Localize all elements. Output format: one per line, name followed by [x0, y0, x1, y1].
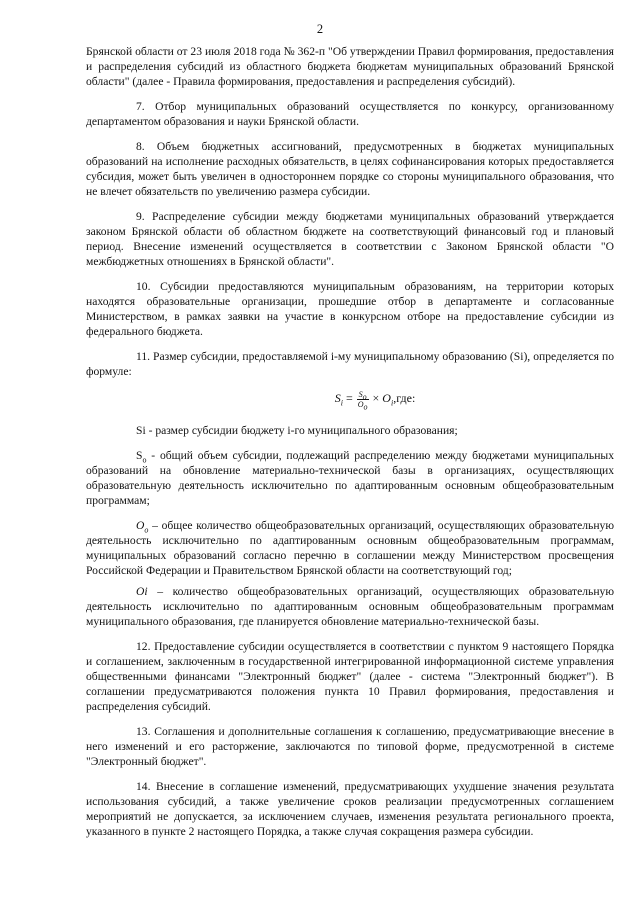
definition-oi: Oi – количество общеобразовательных организаций, осуществляющих образовательную деятельность исключительно по адаптированным основным общеобразовательным программам муниципального образования, где планируется обновление материально-технической базы.: [86, 584, 614, 628]
definition-oo: $O_o$ – общее количество общеобразовательных организаций, осуществляющих образовательную деятельность исключительно по адаптированным основным общеобразовательным программам, муниципальных образований согласно перечню в соглашении между Министерством просвещения Российской Федерации и Правительством Брянской области на соответствующий год;: [86, 518, 614, 577]
formula-tail: ,где:: [393, 391, 416, 405]
paragraph-9: 9. Распределение субсидии между бюджетами муниципальных образований утверждается законом Брянской области об областном бюджете на соответствующий финансовый год и плановый период. Внесение изменений осуществляется в соответствии с Законом Брянской области "О межбюджетных отношениях в Брянской области".: [86, 210, 614, 268]
paragraph-10: 10. Субсидии предоставляются муниципальным образованиям, на территории которых находятся образовательные организации, прошедшие отбор в департаменте и согласованные Министерством, в рамках заявки на участие в конкурсном отборе на предоставление субсидии из федерального бюджета.: [86, 280, 614, 338]
paragraph-7: 7. Отбор муниципальных образований осуществляется по конкурсу, организованному департаментом образования и науки Брянской области.: [86, 100, 614, 128]
paragraph-14: 14. Внесение в соглашение изменений, предусматривающих ухудшение значения результата использования субсидий, а также увеличение сроков реализации предусмотренных соглашением мероприятий не допускается, за исключением случаев, изменения результата регионального проекта, указанного в пункте 2 настоящего Порядка, а также случая сокращения размера субсидии.: [86, 779, 614, 838]
formula-lhs-sub: i: [340, 398, 343, 408]
definition-si: Si - размер субсидии бюджету i-го муниципального образования;: [136, 423, 458, 437]
paragraph-8: 8. Объем бюджетных ассигнований, предусмотренных в бюджетах муниципальных образований на исполнение расходных обязательств, в целях софинансирования которых предоставляется субсидия, может быть увеличен в одностороннем порядке со стороны муниципального образования, что не влечет обязательств по увеличению размера субсидии.: [86, 140, 614, 198]
subsidy-formula: [86, 389, 614, 412]
formula-fraction: [357, 389, 369, 412]
paragraph-13: 13. Соглашения и дополнительные соглашения к соглашению, предусматривающие внесение в него изменений и его расторжение, заключаются по типовой форме, предусмотренной в системе "Электронный бюджет".: [86, 724, 614, 768]
formula-multiplier-sub: i: [390, 398, 394, 408]
symbol-so: $S_o$: [136, 448, 147, 465]
document-body: [86, 44, 614, 849]
formula-lhs: S: [334, 391, 341, 405]
formula-numerator: $S_o$: [358, 389, 367, 402]
page-number: 2: [316, 22, 324, 36]
formula-multiplier: O: [382, 391, 391, 405]
formula-equals: =: [345, 391, 353, 405]
paragraph-intro: Брянской области от 23 июля 2018 года № 362-п "Об утверждении Правил формирования, предоставления и распределения субсидий из областного бюджета бюджетам муниципальных образований Брянской области" (далее - Правила формирования, предоставления и распределения субсидий).: [86, 45, 614, 88]
symbol-oo: $O_o$: [136, 518, 149, 535]
paragraph-11: 11. Размер субсидии, предоставляемой i-му муниципальному образованию (Si), определяется по формуле:: [86, 350, 614, 378]
symbol-oi: Oi: [136, 584, 148, 598]
paragraph-12: 12. Предоставление субсидии осуществляется в соответствии с пунктом 9 настоящего Порядка и соглашением, заключенным в государственной интегрированной информационной системе управления общественными финансами "Электронный бюджет" (далее - система "Электронный бюджет"). В соглашении предусматриваются положения пункта 10 Правил формирования, предоставления и распределения субсидий.: [86, 639, 614, 713]
formula-denominator: $O_o$: [357, 399, 368, 412]
definition-so: $S_o$ - общий объем субсидии, подлежащий распределению между бюджетами муниципальных образований на обновление материально-технической базы в организациях, осуществляющих образовательную деятельность исключительно по адаптированным основным общеобразовательным программам;: [86, 448, 615, 507]
formula-times: ×: [372, 391, 380, 405]
